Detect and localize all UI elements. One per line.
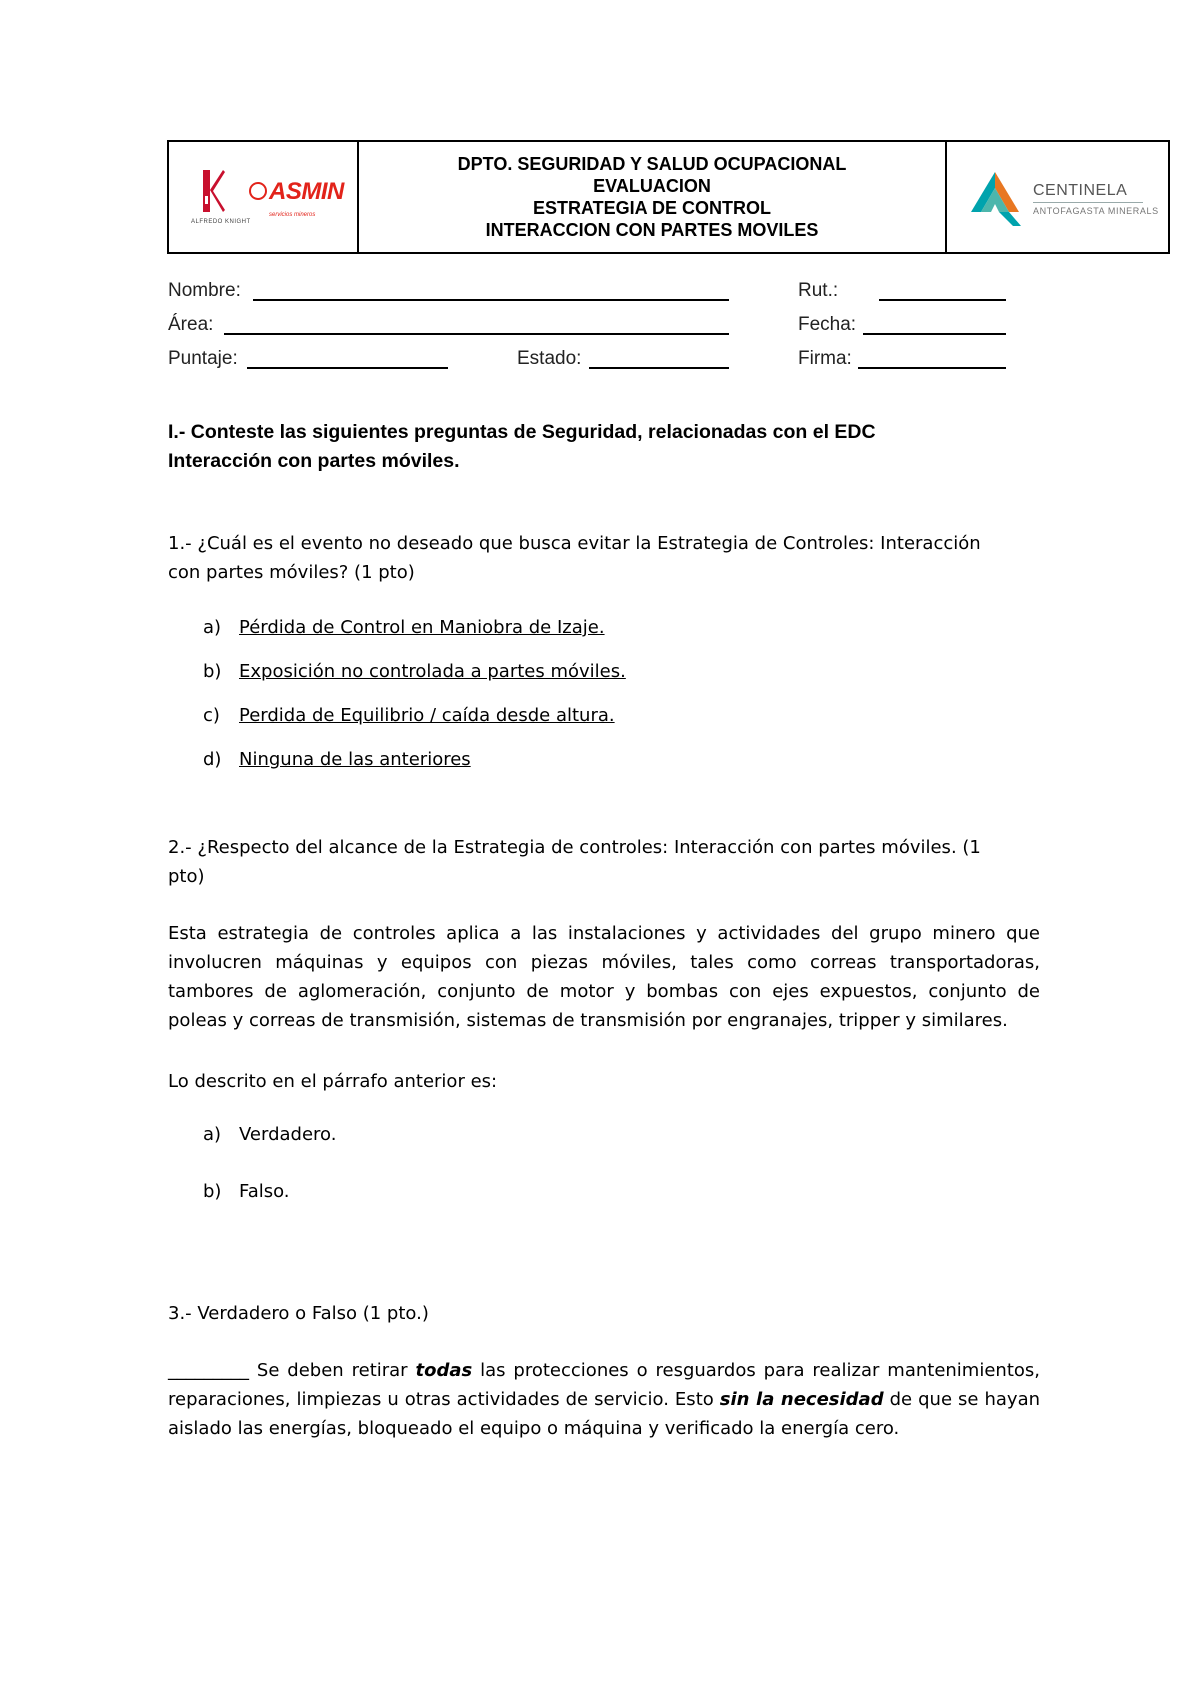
estado-field[interactable] [589,367,729,369]
option-label: a) [203,1124,222,1145]
puntaje-label: Puntaje: [168,348,238,369]
centinela-name: CENTINELA [1033,182,1128,199]
option-label: b) [203,1181,222,1202]
question-2-prompt: Lo descrito en el párrafo anterior es: [168,1071,498,1092]
header-table [167,140,1170,254]
section-title-line: Interacción con partes móviles. [168,450,460,472]
q2-option-a[interactable] [203,1124,336,1145]
nombre-field[interactable] [253,299,729,301]
header-title-line: EVALUACION [593,176,711,196]
question-2 [168,833,1040,891]
option-text: Pérdida de Control en Maniobra de Izaje. [239,617,605,638]
section-title [168,418,1044,476]
statement-text: las protecciones o resguardos para realizar mantenimientos, reparaciones, limpiezas u otras actividades de servicio. Esto [168,1360,1040,1410]
statement-emphasis: sin la necesidad [719,1389,884,1410]
option-text: Falso. [239,1181,290,1202]
centinela-divider [1033,202,1143,203]
option-text: Perdida de Equilibrio / caída desde altura. [239,705,615,726]
option-text: Ninguna de las anteriores [239,749,471,770]
rut-field[interactable] [879,299,1006,301]
question-2-paragraph: Esta estrategia de controles aplica a las instalaciones y actividades del grupo minero que involucren máquinas y equipos con piezas móviles, tales como correas transportadoras, tambores de aglomeración, conjunto de motor y bombas con ejes expuestos, conjunto de poleas y correas de transmisión, sistemas de transmisión por engranajes, tripper y similares. [168,923,1040,1031]
question-2-line: pto) [168,866,205,887]
q2-option-b[interactable] [203,1181,290,1202]
question-2-line: 2.- ¿Respecto del alcance de la Estrategia de controles: Interacción con partes móviles. (1 [168,837,981,858]
statement-text: Se deben retirar [256,1360,408,1381]
answer-blank[interactable]: _________ [168,1360,249,1381]
fecha-label: Fecha: [798,314,857,335]
q1-option-d[interactable] [203,749,471,770]
asmin-emblem [249,182,267,200]
logo-right [947,142,1168,252]
q1-option-b[interactable] [203,661,626,682]
asmin-subtitle: servicios mineros [269,212,316,218]
option-label: a) [203,617,222,638]
q1-option-c[interactable] [203,705,615,726]
header-title-line: DPTO. SEGURIDAD Y SALUD OCUPACIONAL [457,154,847,174]
option-text: Exposición no controlada a partes móviles. [239,661,626,682]
header-title [359,142,947,252]
puntaje-field[interactable] [247,367,448,369]
option-label: c) [203,705,220,726]
firma-label: Firma: [798,348,852,369]
section-title-line: I.- Conteste las siguientes preguntas de Seguridad, relacionadas con el EDC [168,421,876,443]
question-3-statement [168,1356,1040,1443]
option-label: d) [203,749,222,770]
question-1 [168,529,1040,587]
area-label: Área: [168,314,214,335]
logos-left [169,142,359,252]
option-label: b) [203,661,222,682]
alfredo-knight-caption: ALFREDO KNIGHT [191,219,251,225]
estado-label: Estado: [517,348,582,369]
area-field[interactable] [224,333,729,335]
firma-field[interactable] [858,367,1006,369]
option-text: Verdadero. [239,1124,337,1145]
statement-emphasis: todas [415,1360,473,1381]
statement-text: de que se hayan aislado las energías, bloqueado el equipo o máquina y verificado la energía cero. [168,1389,1041,1439]
question-3-title: 3.- Verdadero o Falso (1 pto.) [168,1303,429,1324]
rut-label: Rut.: [798,280,839,301]
asmin-logo: ASMIN [269,178,344,205]
q1-option-a[interactable] [203,617,605,638]
nombre-label: Nombre: [168,280,241,301]
alfredo-knight-logo [201,170,225,212]
centinela-mountain-icon [969,168,1027,228]
question-1-line: 1.- ¿Cuál es el evento no deseado que busca evitar la Estrategia de Controles: Interacción [168,533,981,554]
header-title-line: ESTRATEGIA DE CONTROL [533,198,771,218]
question-1-line: con partes móviles? (1 pto) [168,562,415,583]
header-title-line: INTERACCION CON PARTES MOVILES [485,220,819,240]
centinela-subtitle: ANTOFAGASTA MINERALS [1033,206,1159,216]
fecha-field[interactable] [863,333,1006,335]
